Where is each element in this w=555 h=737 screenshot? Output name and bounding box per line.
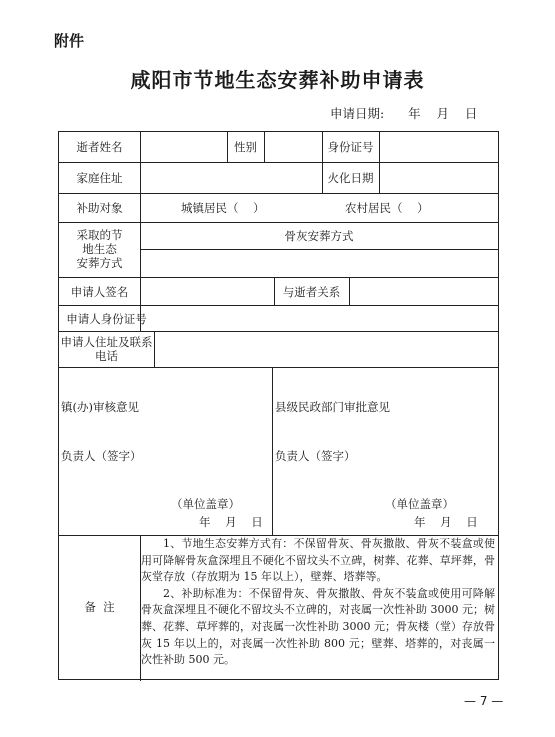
deceased-name-field[interactable]	[141, 134, 227, 162]
county-approval-label: 县级民政部门审批意见	[275, 400, 390, 414]
burial-method-label-line: 安葬方式	[76, 256, 123, 270]
date-year: 年	[408, 106, 421, 121]
id-number-label: 身份证号	[327, 140, 374, 154]
relation-label: 与逝者关系	[282, 285, 341, 299]
subsidy-target-label: 补助对象	[76, 201, 123, 215]
person-in-charge-right: 负责人（签字）	[275, 449, 356, 463]
page-number: — 7 —	[464, 694, 504, 708]
col-divider	[272, 367, 273, 535]
rural-resident-option[interactable]: 农村居民（ ）	[345, 201, 429, 215]
ash-burial-method-label: 骨灰安葬方式	[284, 229, 354, 243]
row-divider	[59, 367, 498, 368]
person-in-charge-left: 负责人（签字）	[61, 449, 142, 463]
ash-burial-method-field[interactable]	[141, 251, 498, 276]
town-review-label: 镇(办)审核意见	[61, 400, 139, 414]
home-address-field[interactable]	[141, 164, 322, 192]
burial-inner-divider	[140, 249, 498, 250]
cremation-date-field[interactable]	[380, 164, 498, 192]
applicant-contact-field[interactable]	[155, 333, 498, 367]
application-date	[330, 104, 477, 122]
gender-label: 性别	[234, 140, 257, 154]
burial-method-label-line: 地生态	[82, 242, 117, 256]
row-divider	[59, 331, 498, 332]
date-day: 日	[464, 106, 478, 121]
burial-method-label-line: 采取的节	[76, 228, 123, 242]
row-divider	[59, 222, 498, 223]
applicant-contact-label	[59, 335, 154, 363]
seal-left: （单位盖章）	[171, 497, 240, 511]
date-label: 申请日期:	[330, 106, 385, 121]
applicant-contact-label-line: 电话	[95, 349, 118, 363]
date-right: 年 月 日	[414, 515, 478, 529]
row-divider	[59, 162, 498, 163]
remarks-content	[141, 536, 495, 669]
cremation-date-label: 火化日期	[327, 171, 374, 185]
applicant-id-field[interactable]	[141, 307, 498, 331]
applicant-signature-field[interactable]	[141, 279, 274, 305]
date-month: 月	[436, 106, 449, 121]
row-divider	[59, 305, 498, 306]
remarks-item: 1、节地生态安葬方式有：不保留骨灰、骨灰撒散、骨灰不装盒或使用可降解骨灰盒深埋且不硬化不留坟头不立碑，树葬、花葬、草坪葬，骨灰堂存放（存放期为 15 年以上），壁葬、塔葬等。	[141, 537, 495, 584]
remarks-item: 2、补助标准为：不保留骨灰、骨灰撒散、骨灰不装盒或使用可降解骨灰盒深埋且不硬化不留坟头不立碑的，对丧属一次性补助 3000 元；树葬、花葬、草坪葬的，对丧属一次性补助 3000 元；骨灰楼（堂）存放骨灰 15 年以上的，对丧属一次性补助 800 元；壁葬、塔葬的，对丧属一次性补助 500 元。	[141, 586, 495, 667]
burial-method-label	[59, 228, 140, 270]
remarks-label: 备 注	[84, 600, 115, 614]
date-left: 年 月 日	[199, 515, 263, 529]
gender-field[interactable]	[265, 134, 322, 162]
deceased-name-label: 逝者姓名	[76, 140, 123, 154]
row-divider	[59, 193, 498, 194]
home-address-label: 家庭住址	[76, 171, 123, 185]
seal-right: （单位盖章）	[385, 497, 454, 511]
id-number-field[interactable]	[380, 134, 498, 162]
application-form-table	[58, 131, 499, 680]
applicant-signature-label: 申请人签名	[70, 285, 129, 299]
attachment-label: 附件	[54, 32, 85, 50]
applicant-id-label: 申请人身份证号	[66, 312, 147, 326]
applicant-contact-label-line: 申请人住址及联系	[60, 335, 153, 349]
urban-resident-option[interactable]: 城镇居民（ ）	[181, 201, 265, 215]
form-title: 咸阳市节地生态安葬补助申请表	[130, 68, 425, 92]
relation-field[interactable]	[350, 279, 498, 305]
row-divider	[59, 277, 498, 278]
